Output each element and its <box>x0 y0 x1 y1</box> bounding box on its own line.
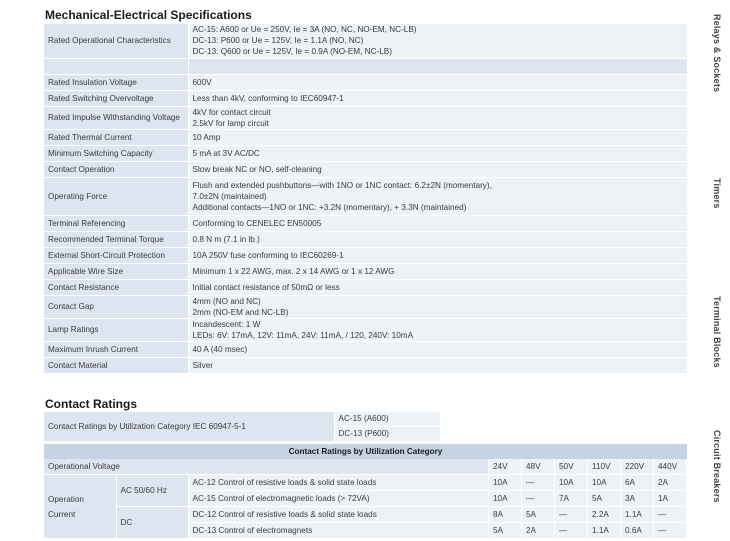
spec-row <box>44 357 687 373</box>
voltage-row <box>44 459 687 475</box>
contact-ratings-label: Contact Ratings by Utilization Category IEC 60947-5-1 <box>44 412 334 442</box>
spec-value <box>188 263 687 279</box>
spec-row <box>44 279 687 295</box>
current-cell: — <box>654 523 687 539</box>
spec-value <box>188 161 687 177</box>
spec-value <box>188 58 687 74</box>
current-cell: 5A <box>522 507 555 523</box>
spec-value <box>188 295 687 318</box>
spec-value-line: Flush and extended pushbuttons—with 1NO or 1NC contact: 6.2±2N (momentary), <box>192 180 492 190</box>
spec-row <box>44 177 687 215</box>
voltage-cell: 440V <box>654 459 687 475</box>
spec-label: Rated Switching Overvoltage <box>44 90 188 106</box>
spec-value-line: 2.5kV for lamp circuit <box>192 118 269 128</box>
spec-label: Operating Force <box>44 177 188 215</box>
current-cell: 5A <box>489 523 522 539</box>
spec-value-line: Less than 4kV, conforming to IEC60947-1 <box>192 93 344 103</box>
spec-value-line: Initial contact resistance of 50mΩ or less <box>192 282 340 292</box>
voltage-cell: 220V <box>621 459 654 475</box>
current-desc: DC-13 Control of electromagnets <box>188 523 489 539</box>
current-row <box>44 475 687 491</box>
spec-label: Contact Gap <box>44 295 188 318</box>
spec-label: Contact Operation <box>44 161 188 177</box>
spec-label: Rated Operational Characteristics <box>44 24 188 58</box>
spec-label: Lamp Ratings <box>44 318 188 341</box>
spec-value <box>188 145 687 161</box>
spec-label: Rated Thermal Current <box>44 129 188 145</box>
spec-row <box>44 145 687 161</box>
spec-value-line: Conforming to CENELEC EN50005 <box>192 218 322 228</box>
spec-value <box>188 279 687 295</box>
mech-spec-title: Mechanical-Electrical Specifications <box>45 8 252 22</box>
spec-label: Terminal Referencing <box>44 215 188 231</box>
spec-value-line: LEDs: 6V: 17mA, 12V: 11mA, 24V: 11mA, / 120, 240V: 10mA <box>192 330 414 340</box>
spec-value-line: 4mm (NO and NC) <box>192 296 261 306</box>
spec-value <box>188 74 687 90</box>
current-cell: 1.1A <box>588 523 621 539</box>
spec-value-line: 0.8 N m (7.1 in lb.) <box>192 234 260 244</box>
spec-value-line: 40 A (40 msec) <box>192 344 248 354</box>
spec-row <box>44 24 687 58</box>
contact-ratings-value: DC-13 (P600) <box>334 427 440 442</box>
current-cell: — <box>522 475 555 491</box>
spec-value-line: 2mm (NO-EM and NC-LB) <box>192 307 289 317</box>
side-tab-timers[interactable]: Timers <box>712 178 722 209</box>
current-cell: — <box>555 507 588 523</box>
spec-value-line: Incandescent: 1 W <box>192 319 261 329</box>
current-cell: 1.1A <box>621 507 654 523</box>
spec-value-line: 5 mA at 3V AC/DC <box>192 148 260 158</box>
current-cell: 2A <box>654 475 687 491</box>
spec-label: Rated Insulation Voltage <box>44 74 188 90</box>
side-tab-circuit-breakers[interactable]: Circuit Breakers <box>712 430 722 503</box>
current-cell: 2.2A <box>588 507 621 523</box>
spec-value-line: AC-15: A600 or Ue = 250V, Ie = 3A (NO, NC, NO-EM, NC-LB) <box>192 25 417 35</box>
operational-voltage-label: Operational Voltage <box>44 459 489 475</box>
current-cell: 10A <box>588 475 621 491</box>
spec-value <box>188 129 687 145</box>
spec-value-line: 7.0±2N (maintained) <box>192 191 267 201</box>
spec-row <box>44 106 687 129</box>
spec-value-line: DC-13: Q600 or Ue = 125V, Ie = 0.9A (NO-EM, NC-LB) <box>192 47 392 57</box>
spec-value <box>188 215 687 231</box>
spec-row <box>44 215 687 231</box>
spec-row <box>44 90 687 106</box>
current-cell: 7A <box>555 491 588 507</box>
spec-label: Maximum Inrush Current <box>44 341 188 357</box>
spec-value-line: Minimum 1 x 22 AWG, max. 2 x 14 AWG or 1 x 12 AWG <box>192 266 395 276</box>
voltage-cell: 24V <box>489 459 522 475</box>
spec-row <box>44 295 687 318</box>
category-header: Contact Ratings by Utilization Category <box>44 444 687 459</box>
current-cell: 1A <box>654 491 687 507</box>
spec-value-line: Additional contacts—1NO or 1NC: +3.2N (momentary), + 3.3N (maintained) <box>192 202 467 212</box>
spec-row <box>44 58 687 74</box>
current-cell: 10A <box>555 475 588 491</box>
contact-ratings-summary <box>44 412 440 442</box>
contact-ratings-title: Contact Ratings <box>45 397 138 411</box>
current-cell: 8A <box>489 507 522 523</box>
spec-value <box>188 90 687 106</box>
current-cell: — <box>522 491 555 507</box>
current-desc: DC-12 Control of resistive loads & solid state loads <box>188 507 489 523</box>
current-cell: 2A <box>522 523 555 539</box>
current-cell: 10A <box>489 475 522 491</box>
spec-value <box>188 231 687 247</box>
side-tab-terminal-blocks[interactable]: Terminal Blocks <box>712 296 722 368</box>
spec-row <box>44 129 687 145</box>
spec-label: Rated Impulse Withstanding Voltage <box>44 106 188 129</box>
spec-value-line: 600V <box>192 77 212 87</box>
current-desc: AC-15 Control of electromagnetic loads (> 72VA) <box>188 491 489 507</box>
current-cell: — <box>654 507 687 523</box>
voltage-cell: 110V <box>588 459 621 475</box>
mech-spec-table <box>44 24 687 374</box>
current-row <box>44 507 687 523</box>
spec-label: Recommended Terminal Torque <box>44 231 188 247</box>
spec-value <box>188 357 687 373</box>
spec-row <box>44 161 687 177</box>
spec-value <box>188 318 687 341</box>
current-cell: — <box>555 523 588 539</box>
current-cell: 0.6A <box>621 523 654 539</box>
operation-current-label: Operation Current <box>44 475 116 539</box>
spec-row <box>44 231 687 247</box>
current-desc: AC-12 Control of resistive loads & solid state loads <box>188 475 489 491</box>
spec-row <box>44 318 687 341</box>
spec-row <box>44 74 687 90</box>
spec-value-line: Silver <box>192 360 213 370</box>
supply-dc-label: DC <box>116 507 188 539</box>
spec-label <box>44 58 188 74</box>
spec-label: Minimum Switching Capacity <box>44 145 188 161</box>
spec-value-line: DC-13: P600 or Ue = 125V, Ie = 1.1A (NO, NC) <box>192 36 364 46</box>
spec-value <box>188 24 687 58</box>
category-table <box>44 459 687 539</box>
current-cell: 3A <box>621 491 654 507</box>
current-cell: 5A <box>588 491 621 507</box>
current-cell: 10A <box>489 491 522 507</box>
spec-value <box>188 341 687 357</box>
voltage-cell: 50V <box>555 459 588 475</box>
voltage-cell: 48V <box>522 459 555 475</box>
spec-value-line: 10A 250V fuse conforming to IEC60269-1 <box>192 250 344 260</box>
spec-value-line: 10 Amp <box>192 132 221 142</box>
spec-value <box>188 177 687 215</box>
spec-row <box>44 341 687 357</box>
spec-row <box>44 263 687 279</box>
current-cell: 6A <box>621 475 654 491</box>
side-tab-relays[interactable]: Relays & Sockets <box>712 14 722 93</box>
spec-value-line: Slow break NC or NO, self-cleaning <box>192 164 322 174</box>
spec-label: Applicable Wire Size <box>44 263 188 279</box>
spec-value-line: 4kV for contact circuit <box>192 107 271 117</box>
spec-value <box>188 247 687 263</box>
spec-row <box>44 247 687 263</box>
spec-label: External Short-Circuit Protection <box>44 247 188 263</box>
contact-ratings-value: AC-15 (A600) <box>334 412 440 427</box>
spec-label: Contact Resistance <box>44 279 188 295</box>
spec-label: Contact Material <box>44 357 188 373</box>
spec-value <box>188 106 687 129</box>
supply-ac-label: AC 50/60 Hz <box>116 475 188 507</box>
